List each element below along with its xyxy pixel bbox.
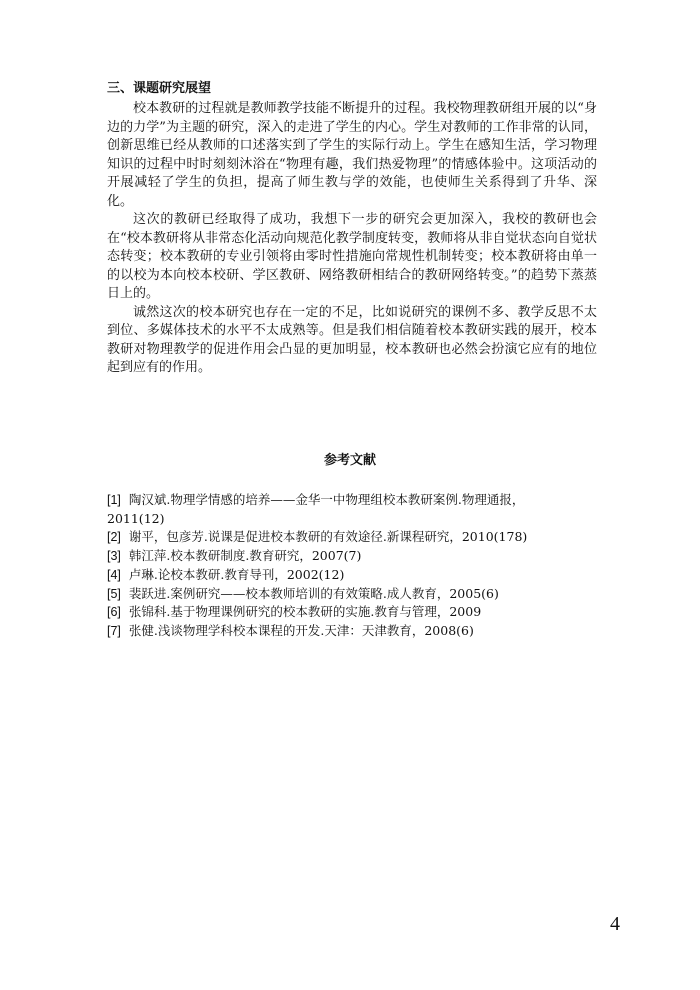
- references-heading: 参考文献: [323, 453, 376, 468]
- section-heading: 三、课题研究展望: [107, 81, 212, 96]
- paragraph-2: 这次的教研已经取得了成功，我想下一步的研究会更加深入，我校的教研也会在“校本教研将从非常态化活动向规范化教学制度转变，教师将从非自觉状态向自觉状态转变；校本教研的专业引领将由零时性措施向常规性机制转变；校本教研将由单一的以校为本向校本校研、学区教研、网络教研相结合的教研网络转变。”的趋势下蒸蒸日上的。: [107, 212, 597, 301]
- reference-number: [4]: [107, 567, 121, 582]
- reference-text: 韩江萍.校本教研制度.教育研究，2007(7): [128, 548, 362, 564]
- reference-item: [107, 491, 577, 528]
- reference-number: [5]: [107, 586, 121, 601]
- reference-number: [6]: [107, 605, 121, 620]
- reference-item: [107, 603, 577, 622]
- reference-text: 裴跃进.案例研究——校本教师培训的有效策略.成人教育，2005(6): [128, 585, 499, 601]
- page-number: 4: [610, 913, 620, 935]
- paragraph-1: 校本教研的过程就是教师教学技能不断提升的过程。我校物理教研组开展的以“身边的力学”为主题的研究，深入的走进了学生的内心。学生对教师的工作非常的认同，创新思维已经从教师的口述落实到了学生的实际行动上。学生在感知生活，学习物理知识的过程中时时刻刻沐浴在“物理有趣，我们热爱物理”的情感体验中。这项活动的开展减轻了学生的负担，提高了师生教与学的效能，也使师生关系得到了升华、深化。: [107, 101, 597, 209]
- reference-number: [2]: [107, 530, 121, 545]
- paragraph-3: 诚然这次的校本研究也存在一定的不足，比如说研究的课例不多、教学反思不太到位、多媒体技术的水平不太成熟等。但是我们相信随着校本教研实践的展开，校本教研对物理教学的促进作用会凸显的更加明显，校本教研也必然会扮演它应有的地位起到应有的作用。: [107, 304, 597, 375]
- reference-text: 张健.浅谈物理学科校本课程的开发.天津：天津教育，2008(6): [128, 622, 474, 638]
- reference-item: [107, 547, 577, 566]
- reference-number: [7]: [107, 623, 121, 638]
- reference-number: [3]: [107, 549, 121, 564]
- references-list: [107, 491, 577, 641]
- reference-item: [107, 585, 577, 604]
- reference-text: 陶汉斌.物理学情感的培养——金华一中物理组校本教研案例.物理通报，2011(12): [107, 492, 525, 526]
- reference-item: [107, 566, 577, 585]
- reference-text: 卢琳.论校本教研.教育导刊，2002(12): [128, 566, 345, 582]
- reference-number: [1]: [107, 493, 121, 507]
- reference-item: [107, 622, 577, 641]
- reference-text: 张锦科.基于物理课例研究的校本教研的实施.教育与管理，2009: [128, 604, 482, 620]
- section-body: [107, 100, 597, 378]
- reference-text: 谢平，包彦芳.说课是促进校本教研的有效途径.新课程研究，2010(178): [128, 529, 528, 545]
- reference-item: [107, 528, 577, 547]
